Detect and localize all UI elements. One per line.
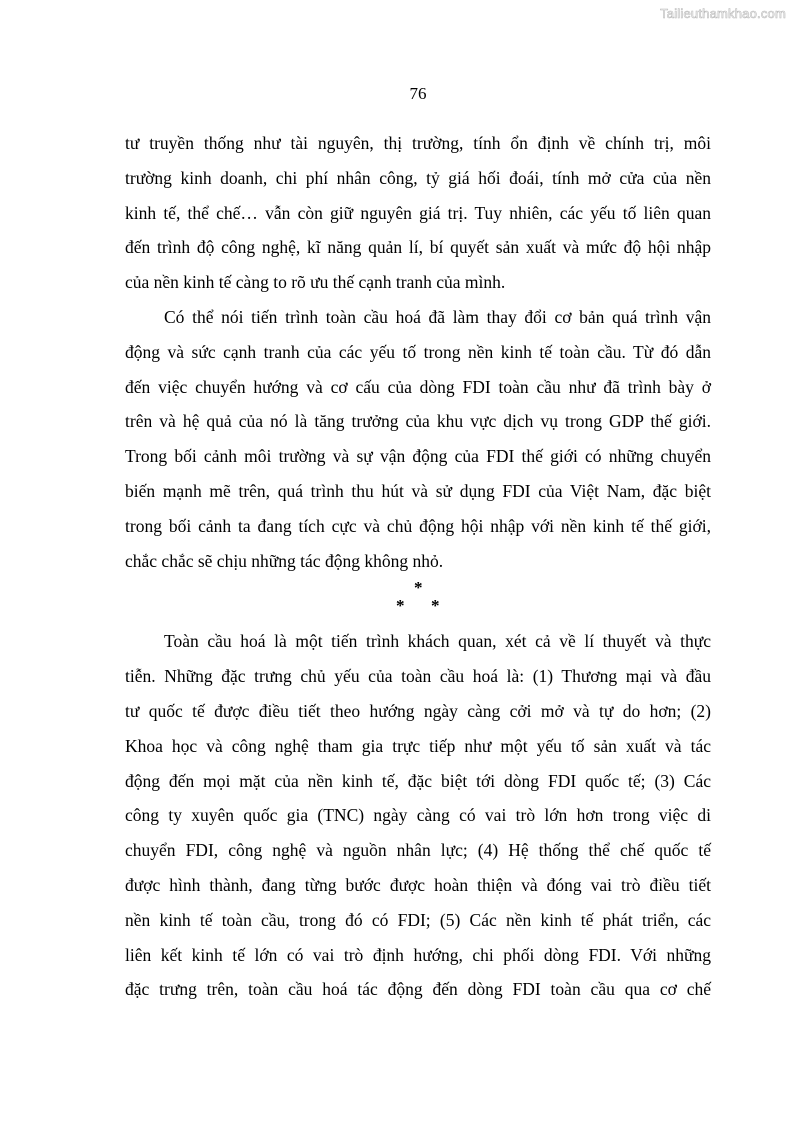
paragraph-1-line: đến trình độ công nghệ, kĩ năng quản lí, bí quyết sản xuất và mức độ hội nhập [125,237,711,258]
paragraph-3-line: Toàn cầu hoá là một tiến trình khách quan, xét cả về lí thuyết và thực [164,631,711,652]
document-body [125,126,711,1007]
watermark-text: Tailieuthamkhao.com [660,6,786,21]
separator-star: * [431,596,440,616]
paragraph-1-line: của nền kinh tế càng to rõ ưu thế cạnh tranh của mình. [125,272,506,293]
paragraph-3-line: chuyển FDI, công nghệ và nguồn nhân lực; (4) Hệ thống thể chế quốc tế [125,840,711,861]
section-separator [125,578,711,624]
paragraph-3-line: tư quốc tế được điều tiết theo hướng ngày càng cởi mở và tự do hơn; (2) [125,700,711,721]
paragraph-2-line: Trong bối cảnh môi trường và sự vận động của FDI thế giới có những chuyển [125,446,711,467]
paragraph-3-line: động đến mọi mặt của nền kinh tế, đặc biệt tới dòng FDI quốc tế; (3) Các [125,770,711,791]
separator-star: * [414,578,423,598]
paragraph-1-line: kinh tế, thể chế… vẫn còn giữ nguyên giá trị. Tuy nhiên, các yếu tố liên quan [125,202,711,223]
paragraph-3-line: công ty xuyên quốc gia (TNC) ngày càng có vai trò lớn hơn trong việc di [125,805,711,826]
paragraph-1-line: trường kinh doanh, chi phí nhân công, tỷ giá hối đoái, tính mở cửa của nền [125,167,711,188]
paragraph-3-line: Khoa học và công nghệ tham gia trực tiếp như một yếu tố sản xuất và tác [125,735,711,756]
paragraph-2-line: biến mạnh mẽ trên, quá trình thu hút và sử dụng FDI của Việt Nam, đặc biệt [125,480,711,501]
paragraph-1-line: tư truyền thống như tài nguyên, thị trường, tính ổn định về chính trị, môi [125,133,711,153]
paragraph-3-line: được hình thành, đang từng bước được hoàn thiện và đóng vai trò điều tiết [125,874,711,895]
paragraph-2-line: chắc chắc sẽ chịu những tác động không nhỏ. [125,550,444,571]
paragraph-2-line: động và sức cạnh tranh của các yếu tố trong nền kinh tế toàn cầu. Từ đó dẫn [125,341,711,362]
page-number: 76 [409,84,427,103]
paragraph-2-line: đến việc chuyển hướng và cơ cấu của dòng FDI toàn cầu như đã trình bày ở [125,376,711,397]
paragraph-2 [125,300,711,578]
paragraph-3 [125,624,711,1007]
paragraph-3-line: liên kết kinh tế lớn có vai trò định hướng, chi phối dòng FDI. Với những [125,944,711,965]
paragraph-2-line: trên và hệ quả của nó là tăng trưởng của khu vực dịch vụ trong GDP thế giới. [125,411,711,432]
paragraph-2-line: trong bối cảnh ta đang tích cực và chủ động hội nhập với nền kinh tế thế giới, [125,515,711,536]
paragraph-3-line: tiễn. Những đặc trưng chủ yếu của toàn cầu hoá là: (1) Thương mại và đầu [125,666,711,687]
paragraph-2-line: Có thể nói tiến trình toàn cầu hoá đã làm thay đổi cơ bản quá trình vận [164,306,711,327]
paragraph-1 [125,126,711,300]
paragraph-3-line: đặc trưng trên, toàn cầu hoá tác động đến dòng FDI toàn cầu qua cơ chế [125,979,711,1000]
paragraph-3-line: nền kinh tế toàn cầu, trong đó có FDI; (5) Các nền kinh tế phát triển, các [125,909,711,930]
separator-star: * [396,596,405,616]
